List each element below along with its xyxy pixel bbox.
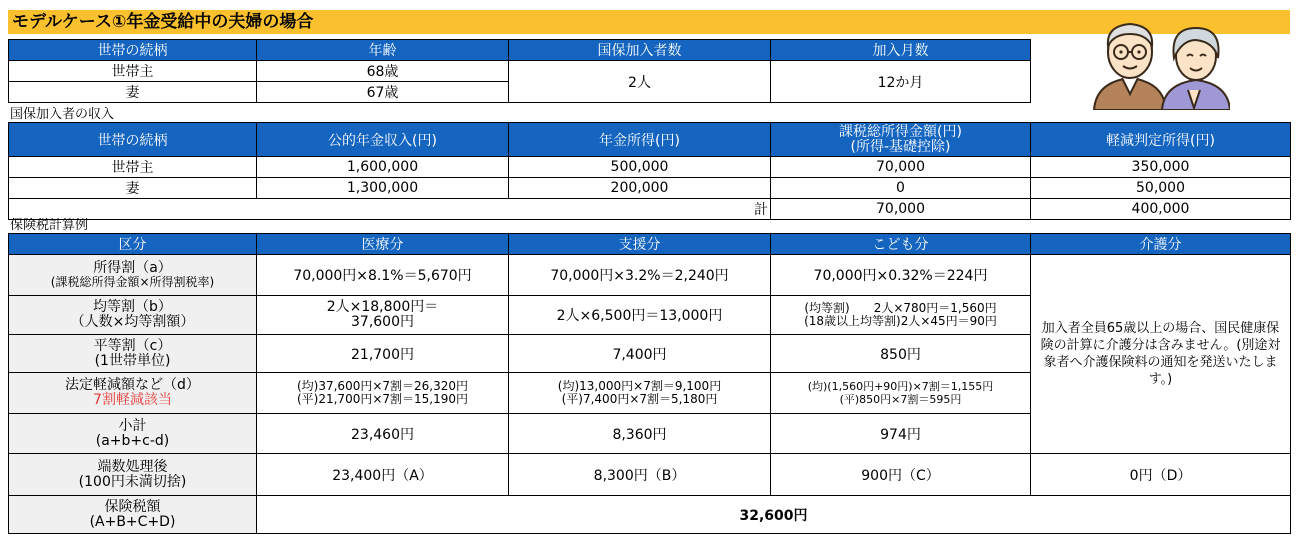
row-label-flat (9, 335, 257, 373)
subtotal-label: 小計 (118, 417, 147, 434)
income-header-relation: 世帯の続柄 (9, 123, 257, 157)
rounded-label: 端数処理後 (97, 458, 168, 475)
rounded-child: 900円（C） (771, 454, 1031, 496)
reduction-label: 法定軽減額など（d） (65, 377, 200, 393)
subtotal-child: 974円 (771, 414, 1031, 454)
per-capita-label: 均等割（b） (93, 299, 172, 315)
relation-head: 世帯主 (9, 61, 257, 82)
income-table (8, 122, 1291, 220)
tax-total-sublabel: (A+B+C+D) (89, 513, 176, 530)
income-share-medical: 70,000円×8.1%＝5,670円 (257, 255, 509, 296)
reduction-child-line1: (均)(1,560円+90円)×7割＝1,155円 (807, 380, 994, 393)
income-header-pension-income: 年金所得(円) (509, 123, 771, 157)
reduction-medical-line2: (平)21,700円×7割＝15,190円 (296, 392, 469, 406)
row-label-rounded (9, 454, 257, 496)
income-relation-head: 世帯主 (9, 157, 257, 178)
calc-header-support: 支援分 (509, 234, 771, 255)
per-capita-support: 2人×6,500円＝13,000円 (509, 296, 771, 335)
elderly-couple-illustration (1090, 16, 1230, 110)
relation-wife: 妻 (9, 82, 257, 103)
income-taxable-head: 70,000 (771, 157, 1031, 178)
income-header-pension: 公的年金収入(円) (257, 123, 509, 157)
calc-header-category: 区分 (9, 234, 257, 255)
tax-total-label: 保険税額 (104, 498, 161, 515)
rounded-medical: 23,400円（A） (257, 454, 509, 496)
income-pension-wife: 1,300,000 (257, 178, 509, 199)
flat-sublabel: (1世帯単位) (94, 352, 171, 369)
income-section-label: 国保加入者の収入 (10, 107, 115, 122)
per-capita-child (771, 296, 1031, 335)
reduction-child (771, 373, 1031, 414)
calc-header-child: こども分 (771, 234, 1031, 255)
months-count: 12か月 (771, 61, 1031, 103)
header-months: 加入月数 (771, 40, 1031, 61)
per-capita-sublabel: （人数×均等割額） (70, 314, 195, 330)
reduction-medical (257, 373, 509, 414)
reduction-medical-line1: (均)37,600円×7割＝26,320円 (296, 379, 469, 393)
reduction-child-line2: (平)850円×7割＝595円 (839, 393, 962, 406)
row-label-income-share (9, 255, 257, 296)
per-capita-medical-line2: 37,600円 (351, 314, 414, 330)
income-header-judgement: 軽減判定所得(円) (1031, 123, 1291, 157)
age-head: 68歳 (257, 61, 509, 82)
per-capita-child-line2: (18歳以上均等割)2人×45円＝90円 (804, 314, 997, 328)
reduction-sublabel: 7割軽減該当 (93, 392, 172, 408)
income-pension-income-wife: 200,000 (509, 178, 771, 199)
income-share-sublabel: (課税総所得金額×所得割税率) (50, 275, 215, 289)
header-relation: 世帯の続柄 (9, 40, 257, 61)
income-header-taxable-line2: (所得-基礎控除) (850, 138, 951, 155)
members-count: 2人 (509, 61, 771, 103)
calc-header-medical: 医療分 (257, 234, 509, 255)
row-label-per-capita (9, 296, 257, 335)
rounded-support: 8,300円（B） (509, 454, 771, 496)
calc-section-label: 保険税計算例 (10, 218, 89, 233)
income-header-taxable (771, 123, 1031, 157)
subtotal-support: 8,360円 (509, 414, 771, 454)
age-wife: 67歳 (257, 82, 509, 103)
row-label-tax-total (9, 496, 257, 534)
page-title: モデルケース①年金受給中の夫婦の場合 (8, 10, 1290, 34)
flat-support: 7,400円 (509, 335, 771, 373)
subtotal-sublabel: (a+b+c-d) (95, 432, 170, 449)
income-total-taxable: 70,000 (771, 199, 1031, 220)
income-relation-wife: 妻 (9, 178, 257, 199)
flat-medical: 21,700円 (257, 335, 509, 373)
income-judgement-head: 350,000 (1031, 157, 1291, 178)
reduction-support-line2: (平)7,400円×7割＝5,180円 (561, 392, 718, 406)
flat-label: 平等割（c） (93, 337, 172, 354)
calc-table (8, 233, 1291, 534)
income-share-child: 70,000円×0.32%＝224円 (771, 255, 1031, 296)
rounded-sublabel: (100円未満切捨) (78, 473, 187, 490)
income-total-label: 計 (9, 199, 771, 220)
care-note: 加入者全員65歳以上の場合、国民健康保険の計算に介護分は含みません。(別途対象者へ介護保険料の通知を発送いたします。) (1031, 255, 1291, 454)
reduction-support (509, 373, 771, 414)
subtotal-medical: 23,460円 (257, 414, 509, 454)
row-label-subtotal (9, 414, 257, 454)
household-table (8, 39, 1031, 103)
header-members: 国保加入者数 (509, 40, 771, 61)
calc-header-care: 介護分 (1031, 234, 1291, 255)
flat-child: 850円 (771, 335, 1031, 373)
per-capita-medical-line1: 2人×18,800円＝ (326, 299, 439, 315)
row-label-reduction (9, 373, 257, 414)
per-capita-medical (257, 296, 509, 335)
income-total-judgement: 400,000 (1031, 199, 1291, 220)
income-header-taxable-line1: 課税総所得金額(円) (839, 123, 962, 140)
income-share-label: 所得割（a） (93, 260, 172, 276)
header-age: 年齢 (257, 40, 509, 61)
rounded-care: 0円（D） (1031, 454, 1291, 496)
tax-total-value: 32,600円 (257, 496, 1291, 534)
income-judgement-wife: 50,000 (1031, 178, 1291, 199)
income-taxable-wife: 0 (771, 178, 1031, 199)
income-pension-head: 1,600,000 (257, 157, 509, 178)
income-pension-income-head: 500,000 (509, 157, 771, 178)
per-capita-child-line1: (均等割) 2人×780円＝1,560円 (804, 301, 997, 315)
reduction-support-line1: (均)13,000円×7割＝9,100円 (557, 379, 722, 393)
income-share-support: 70,000円×3.2%＝2,240円 (509, 255, 771, 296)
